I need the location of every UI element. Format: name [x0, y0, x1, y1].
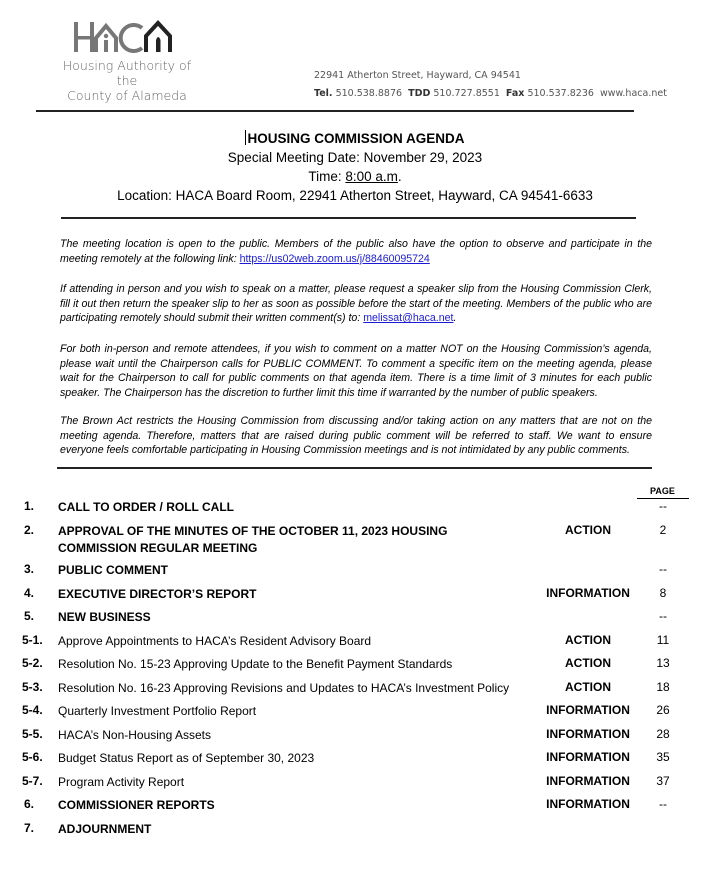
notice-speaker-slip: [60, 282, 652, 326]
item-type: ACTION: [565, 633, 611, 647]
tdd-label: TDD: [408, 88, 431, 99]
contact-line: [314, 85, 667, 103]
item-page: 18: [656, 680, 670, 694]
item-label: NEW BUSINESS: [58, 610, 151, 624]
item-page: --: [659, 499, 667, 513]
notice-1-text: The meeting location is open to the public. Members of the public also have the option to observe and participate in the meeting remotely at the following link:: [60, 238, 652, 265]
agenda-item-5-7: [0, 774, 712, 792]
zoom-meeting-link[interactable]: https://us02web.zoom.us/j/88460095724: [239, 252, 430, 265]
notice-2-text: If attending in person and you wish to speak on a matter, please request a speaker slip from the Housing Commission Clerk, fill it out then return the speaker slip to her as soon as possible before the start of the meeting. Members of the public who are participating remotely should submit their written comment(s) to:: [60, 283, 652, 325]
agenda-item-5-6: [0, 750, 712, 768]
agenda-item-5: [0, 609, 712, 627]
item-type: ACTION: [565, 523, 611, 537]
title-divider: [61, 217, 636, 219]
item-page: 26: [656, 703, 670, 717]
agenda-item-5-5: [0, 727, 712, 745]
item-type: INFORMATION: [546, 750, 630, 764]
item-number: 3.: [24, 562, 35, 576]
agenda-item-5-4: [0, 703, 712, 721]
item-page: 35: [656, 750, 670, 764]
item-label: Approve Appointments to HACA’s Resident Advisory Board: [58, 634, 372, 648]
agenda-item-5-2: [0, 656, 712, 674]
item-type: INFORMATION: [546, 797, 630, 811]
item-label: Budget Status Report as of September 30, 2023: [58, 751, 315, 765]
item-number: 5-6.: [22, 750, 43, 764]
meeting-location: Location: HACA Board Room, 22941 Atherton Street, Hayward, CA 94541-6633: [117, 188, 593, 203]
item-page: 37: [656, 774, 670, 788]
item-label: Quarterly Investment Portfolio Report: [58, 704, 257, 718]
street-address: 22941 Atherton Street, Hayward, CA 94541: [314, 70, 521, 81]
item-page: 2: [659, 523, 667, 537]
tel-number: 510.538.8876: [335, 88, 403, 99]
time-label: Time:: [308, 169, 346, 184]
item-type: INFORMATION: [546, 703, 630, 717]
item-page: 13: [656, 656, 670, 670]
item-label: APPROVAL OF THE MINUTES OF THE OCTOBER 11, 2023 HOUSING COMMISSION REGULAR MEETING: [58, 524, 448, 555]
notice-public-access: [60, 237, 652, 266]
clerk-email-link[interactable]: melissat@haca.net: [363, 312, 454, 325]
org-name-line1: Housing Authority of the: [62, 58, 192, 88]
agenda-item-4: [0, 586, 712, 604]
item-label: PUBLIC COMMENT: [58, 563, 168, 577]
fax-label: Fax: [505, 88, 525, 99]
agenda-heading: [60, 129, 650, 148]
item-number: 2.: [24, 523, 35, 537]
tdd-number: 510.727.8551: [433, 88, 500, 99]
time-value: 8:00 a.m: [345, 169, 398, 184]
meeting-time: [60, 167, 650, 186]
agenda-item-7: [0, 821, 712, 839]
item-label: COMMISSIONER REPORTS: [58, 798, 215, 812]
agenda-item-5-1: [0, 633, 712, 651]
notice-2-suffix: .: [453, 312, 457, 325]
item-type: INFORMATION: [546, 586, 630, 600]
item-number: 7.: [24, 821, 35, 835]
item-page: --: [659, 797, 667, 811]
item-number: 6.: [24, 797, 35, 811]
tel-label: Tel.: [314, 88, 333, 99]
item-number: 5-7.: [22, 774, 43, 788]
page-column-header: PAGE: [650, 486, 675, 496]
item-page: 11: [656, 633, 670, 647]
item-page: --: [659, 609, 667, 623]
item-number: 5-4.: [22, 703, 43, 717]
org-name-line2: County of Alameda: [67, 88, 187, 103]
notices-divider: [57, 467, 652, 469]
item-number: 5-1.: [22, 633, 43, 647]
item-label: EXECUTIVE DIRECTOR’S REPORT: [58, 587, 257, 601]
item-page: --: [659, 562, 667, 576]
notice-brown-act: The Brown Act restricts the Housing Commission from discussing and/or taking action on any matters that are not on the meeting agenda. Therefore, matters that are raised during public comment will be referred to staff. We want to ensure everyone feels comfortable participating in Housing Commission meetings and is not intimidated by any public comments.: [60, 415, 652, 457]
item-page: 8: [659, 586, 667, 600]
item-number: 5-3.: [22, 680, 43, 694]
item-number: 4.: [24, 586, 35, 600]
notice-public-comment: For both in-person and remote attendees, if you wish to comment on a matter NOT on the Housing Commission’s agenda, please wait until the Chairperson calls for PUBLIC COMMENT. To comment a specific item on the meeting agenda, please wait for the Chairperson to call for public comments on that agenda item. There is a time limit of 3 minutes for each public speaker. The Chairperson has the discretion to further limit this time if warranted by the number of public speakers.: [60, 343, 652, 400]
haca-logo-icon: [72, 18, 172, 54]
letterhead-address: [314, 67, 667, 103]
item-page: 28: [656, 727, 670, 741]
agenda-item-3: [0, 562, 712, 580]
item-label: Program Activity Report: [58, 775, 185, 789]
agenda-heading-text: HOUSING COMMISSION AGENDA: [247, 131, 465, 146]
item-label: Resolution No. 16-23 Approving Revisions and Updates to HACA’s Investment Policy: [58, 681, 510, 695]
agenda-item-1: [0, 499, 712, 517]
meeting-date: Special Meeting Date: November 29, 2023: [227, 150, 483, 165]
item-label: HACA’s Non-Housing Assets: [58, 728, 211, 742]
item-number: 5-5.: [22, 727, 43, 741]
item-type: INFORMATION: [546, 727, 630, 741]
org-name: [52, 58, 202, 103]
agenda-title-block: [60, 129, 650, 205]
item-type: ACTION: [565, 656, 611, 670]
item-label: CALL TO ORDER / ROLL CALL: [58, 500, 234, 514]
website: www.haca.net: [599, 88, 667, 99]
header-divider: [36, 110, 634, 112]
item-number: 5.: [24, 609, 35, 623]
item-label: ADJOURNMENT: [58, 822, 152, 836]
fax-number: 510.537.8236: [527, 88, 594, 99]
agenda-item-2: [0, 523, 712, 559]
item-type: ACTION: [565, 680, 611, 694]
item-number: 5-2.: [22, 656, 43, 670]
agenda-item-5-3: [0, 680, 712, 698]
time-suffix: .: [397, 169, 402, 184]
item-label: Resolution No. 15-23 Approving Update to the Benefit Payment Standards: [58, 657, 453, 671]
item-number: 1.: [24, 499, 35, 513]
agenda-item-6: [0, 797, 712, 815]
item-type: INFORMATION: [546, 774, 630, 788]
